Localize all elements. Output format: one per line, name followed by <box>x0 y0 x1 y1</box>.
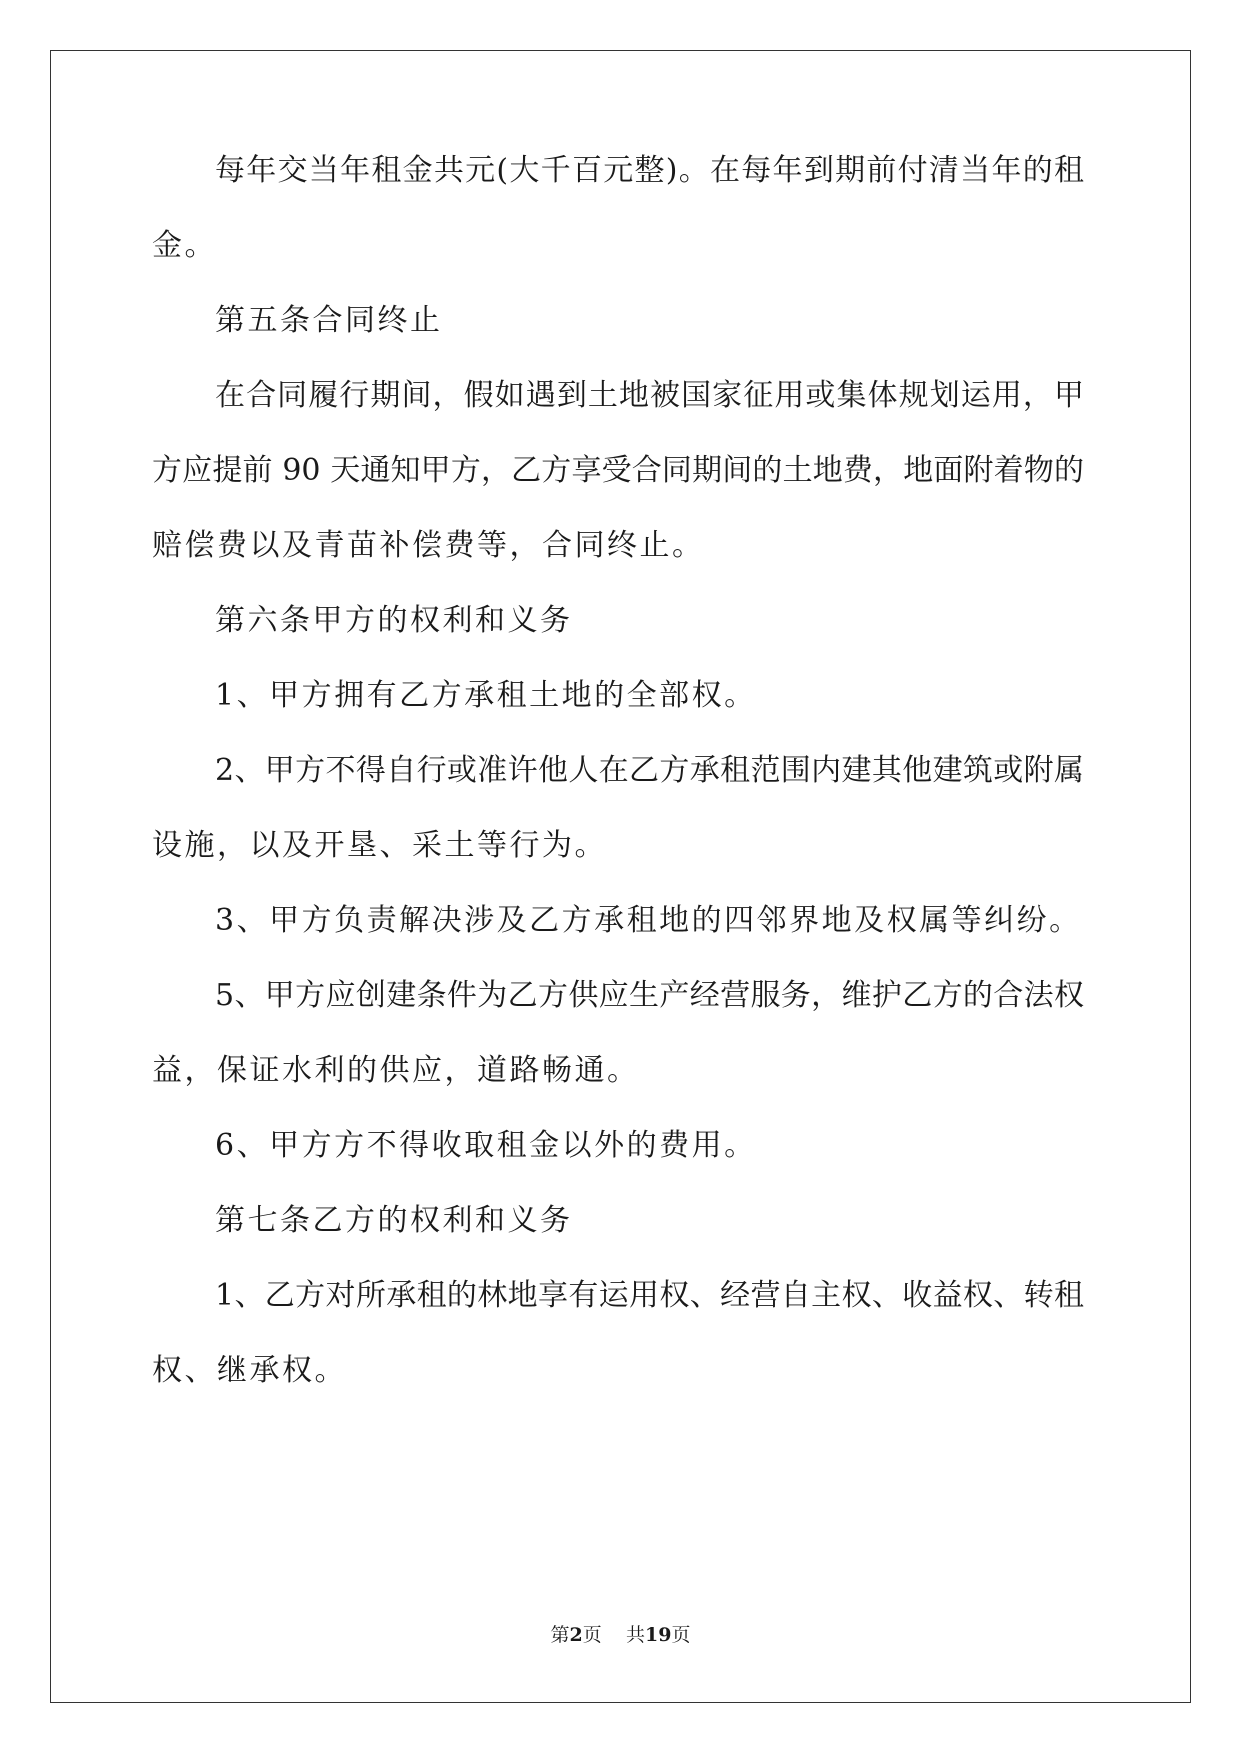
paragraph-line: 方应提前 90 天通知甲方，乙方享受合同期间的土地费，地面附着物的 <box>152 453 1084 488</box>
list-item: 1、乙方对所承租的林地享有运用权、经营自主权、收益权、转租 <box>215 1278 1084 1313</box>
list-item: 3、甲方负责解决涉及乙方承租地的四邻界地及权属等纠纷。 <box>215 903 1082 938</box>
paragraph-line: 权、继承权。 <box>152 1353 347 1388</box>
section-heading: 第六条甲方的权利和义务 <box>215 603 573 638</box>
page-number: 2 <box>569 1624 583 1646</box>
list-item: 1、甲方拥有乙方承租土地的全部权。 <box>215 678 757 713</box>
paragraph-line: 赔偿费以及青苗补偿费等，合同终止。 <box>152 528 705 563</box>
page-footer <box>0 1623 1241 1647</box>
paragraph-line: 金。 <box>152 228 217 263</box>
list-item: 5、甲方应创建条件为乙方供应生产经营服务，维护乙方的合法权 <box>215 978 1084 1013</box>
paragraph-line: 设施，以及开垦、采土等行为。 <box>152 828 607 863</box>
paragraph-line: 在合同履行期间，假如遇到土地被国家征用或集体规划运用，甲 <box>215 378 1084 413</box>
paragraph-line: 益，保证水利的供应，道路畅通。 <box>152 1053 640 1088</box>
page-prefix: 第 <box>550 1624 570 1646</box>
section-heading: 第五条合同终止 <box>215 303 443 338</box>
paragraph-line: 每年交当年租金共元(大千百元整)。在每年到期前付清当年的租 <box>215 153 1084 188</box>
total-prefix: 共 <box>625 1624 645 1646</box>
page-suffix: 页 <box>582 1624 602 1646</box>
total-suffix: 页 <box>671 1624 691 1646</box>
total-pages: 19 <box>644 1624 672 1646</box>
page-border <box>50 50 1191 1703</box>
list-item: 2、甲方不得自行或准许他人在乙方承租范围内建其他建筑或附属 <box>215 753 1084 788</box>
section-heading: 第七条乙方的权利和义务 <box>215 1203 573 1238</box>
list-item: 6、甲方方不得收取租金以外的费用。 <box>215 1128 757 1163</box>
